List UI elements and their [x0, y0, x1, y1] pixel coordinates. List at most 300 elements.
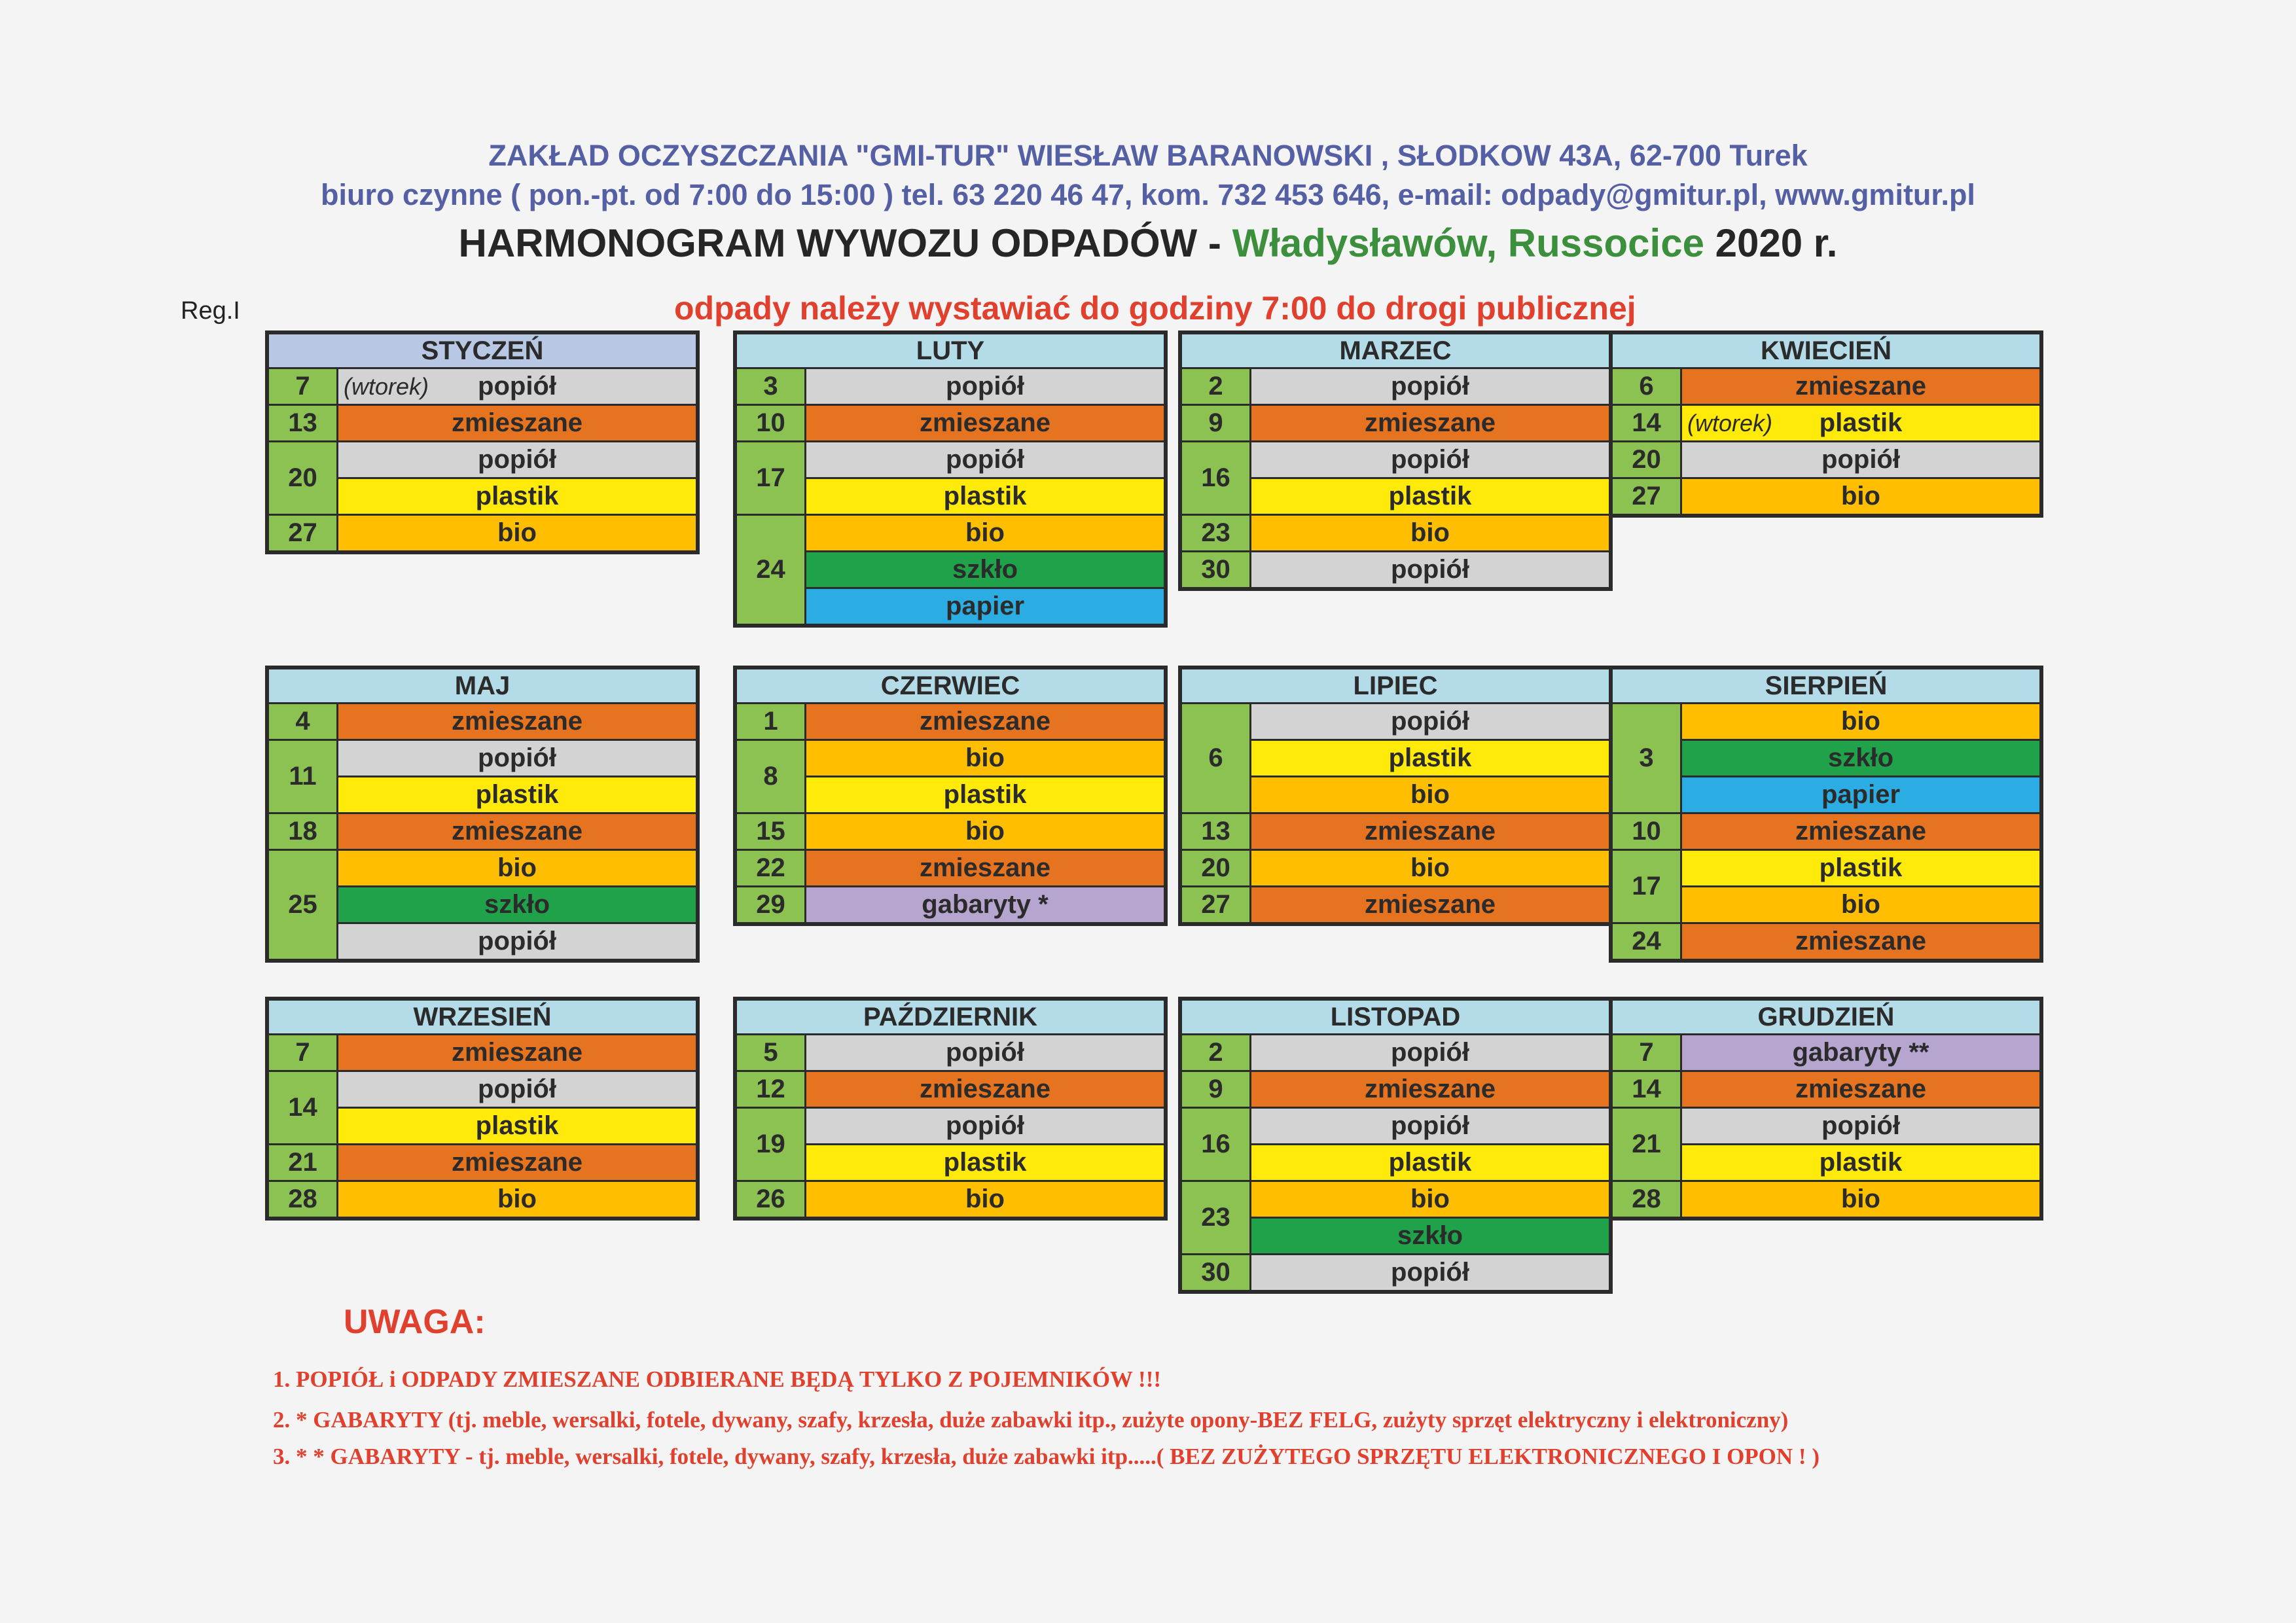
waste-type-popiol [338, 922, 696, 959]
weekday-note: (wtorek) [344, 373, 429, 400]
title-main: HARMONOGRAM WYWOZU ODPADÓW - [458, 221, 1232, 265]
month-table [1609, 330, 2043, 518]
collection-day-row [269, 1180, 696, 1217]
day-number: 3 [1613, 704, 1682, 812]
waste-type-label: zmieszane [451, 1148, 583, 1177]
waste-type-zmieszane [806, 406, 1164, 440]
day-number: 21 [269, 1145, 338, 1180]
waste-type-label: zmieszane [919, 853, 1051, 882]
waste-type-label: bio [1841, 707, 1880, 736]
waste-type-label: szkło [1397, 1221, 1463, 1250]
collection-day-row [269, 1143, 696, 1180]
month-table [733, 330, 1168, 628]
waste-type-list [1251, 1072, 1609, 1107]
collection-day-row [737, 739, 1164, 812]
waste-type-list [1682, 1182, 2039, 1217]
waste-type-list [338, 814, 696, 849]
waste-type-zmieszane [1251, 1072, 1609, 1107]
waste-type-zmieszane [1251, 814, 1609, 849]
waste-type-label: bio [965, 1185, 1005, 1213]
month-name: CZERWIEC [737, 669, 1164, 704]
waste-type-plastik [1682, 406, 2039, 440]
waste-type-szklo [1251, 1217, 1609, 1253]
collection-day-row [737, 1180, 1164, 1217]
collection-day-row [1182, 704, 1609, 812]
waste-type-popiol [1251, 369, 1609, 404]
waste-type-label: popiół [478, 743, 556, 772]
waste-type-bio [1251, 851, 1609, 885]
month-table [1609, 666, 2043, 963]
day-number: 9 [1182, 406, 1251, 440]
collection-day-row [737, 440, 1164, 514]
waste-type-bio [1682, 479, 2039, 514]
day-number: 16 [1182, 442, 1251, 514]
collection-day-row [1182, 812, 1609, 849]
waste-type-zmieszane [806, 1072, 1164, 1107]
waste-type-label: papier [945, 592, 1025, 620]
waste-type-label: popiół [946, 372, 1024, 401]
waste-type-label: popiół [1391, 1111, 1469, 1140]
day-number: 8 [737, 741, 806, 812]
waste-type-zmieszane [1682, 1072, 2039, 1107]
day-number: 23 [1182, 516, 1251, 550]
waste-type-label: popiół [478, 1075, 556, 1103]
waste-type-list [806, 1035, 1164, 1070]
waste-type-bio [1682, 885, 2039, 922]
waste-type-list [338, 1072, 696, 1143]
collection-day-row [1182, 1070, 1609, 1107]
waste-type-label: bio [497, 853, 537, 882]
day-number: 6 [1182, 704, 1251, 812]
waste-type-label: zmieszane [1364, 408, 1496, 437]
day-number: 7 [269, 369, 338, 404]
collection-day-row [737, 404, 1164, 440]
waste-type-plastik [806, 1143, 1164, 1180]
waste-type-plastik [1251, 477, 1609, 514]
day-number: 28 [1613, 1182, 1682, 1217]
waste-type-zmieszane [1682, 814, 2039, 849]
day-number: 9 [1182, 1072, 1251, 1107]
waste-type-list [338, 1145, 696, 1180]
waste-type-label: gabaryty ** [1792, 1038, 1929, 1067]
waste-type-label: bio [965, 817, 1005, 846]
waste-type-list [338, 369, 696, 404]
day-number: 28 [269, 1182, 338, 1217]
day-number: 13 [269, 406, 338, 440]
day-number: 20 [1182, 851, 1251, 885]
waste-type-plastik [806, 477, 1164, 514]
waste-type-popiol [1251, 1255, 1609, 1290]
waste-type-plastik [338, 1107, 696, 1143]
waste-type-label: plastik [1388, 482, 1472, 510]
region-label: Reg.I [181, 297, 240, 325]
collection-day-row [269, 369, 696, 404]
waste-type-label: popiół [1391, 372, 1469, 401]
day-number: 14 [269, 1072, 338, 1143]
waste-type-zmieszane [338, 1145, 696, 1180]
month-name: LIPIEC [1182, 669, 1609, 704]
waste-type-list [1251, 406, 1609, 440]
waste-type-label: szkło [1827, 743, 1894, 772]
waste-type-label: bio [1410, 1185, 1450, 1213]
waste-type-label: plastik [1819, 408, 1903, 437]
day-number: 3 [737, 369, 806, 404]
waste-type-label: zmieszane [451, 817, 583, 846]
collection-day-row [269, 812, 696, 849]
waste-type-bio [338, 1182, 696, 1217]
waste-type-popiol [338, 442, 696, 477]
waste-type-zmieszane [806, 704, 1164, 739]
month-table [265, 330, 700, 554]
waste-type-label: zmieszane [919, 1075, 1051, 1103]
waste-type-label: plastik [943, 780, 1027, 809]
day-number: 20 [269, 442, 338, 514]
waste-type-label: popiół [946, 1111, 1024, 1140]
collection-day-row [269, 514, 696, 550]
waste-type-bio [1682, 704, 2039, 739]
waste-type-label: popiół [1391, 445, 1469, 474]
day-number: 5 [737, 1035, 806, 1070]
collection-day-row [1613, 440, 2039, 477]
collection-day-row [1613, 922, 2039, 959]
waste-type-label: szkło [952, 555, 1018, 584]
waste-type-plastik [1251, 739, 1609, 776]
waste-type-bio [1251, 776, 1609, 812]
waste-type-zmieszane [338, 406, 696, 440]
waste-type-list [806, 516, 1164, 624]
month-table [733, 666, 1168, 926]
waste-type-label: bio [1841, 1185, 1880, 1213]
waste-type-label: bio [1410, 518, 1450, 547]
waste-type-label: zmieszane [1795, 927, 1927, 955]
month-name: MARZEC [1182, 334, 1609, 369]
waste-type-list [806, 1182, 1164, 1217]
waste-type-list [1251, 814, 1609, 849]
day-number: 20 [1613, 442, 1682, 477]
day-number: 30 [1182, 552, 1251, 587]
month-table [733, 997, 1168, 1221]
month-name: LISTOPAD [1182, 1001, 1609, 1035]
waste-type-zmieszane [1251, 887, 1609, 922]
waste-type-list [1682, 479, 2039, 514]
month-name: STYCZEŃ [269, 334, 696, 369]
waste-type-popiol [1251, 1109, 1609, 1143]
waste-type-list [1251, 1255, 1609, 1290]
waste-type-bio [338, 851, 696, 885]
waste-type-list [806, 887, 1164, 922]
waste-type-list [806, 814, 1164, 849]
waste-type-label: zmieszane [919, 707, 1051, 736]
waste-type-label: popiół [478, 445, 556, 474]
collection-day-row [1182, 885, 1609, 922]
waste-type-label: zmieszane [451, 1038, 583, 1067]
collection-day-row [1613, 369, 2039, 404]
month-table [1178, 997, 1613, 1294]
weekday-note: (wtorek) [1687, 410, 1773, 437]
collection-day-row [1182, 440, 1609, 514]
waste-type-label: popiół [1391, 555, 1469, 584]
waste-type-popiol [1682, 442, 2039, 477]
day-number: 18 [269, 814, 338, 849]
collection-day-row [1613, 704, 2039, 812]
waste-type-label: plastik [475, 780, 559, 809]
waste-type-bio [806, 1182, 1164, 1217]
waste-type-list [1251, 1182, 1609, 1253]
collection-day-row [737, 885, 1164, 922]
waste-type-list [1682, 814, 2039, 849]
day-number: 17 [1613, 851, 1682, 922]
waste-type-label: zmieszane [1795, 372, 1927, 401]
waste-type-list [338, 741, 696, 812]
day-number: 7 [269, 1035, 338, 1070]
day-number: 27 [1182, 887, 1251, 922]
waste-type-bio [1251, 516, 1609, 550]
waste-type-label: popiół [478, 372, 556, 401]
waste-type-list [1682, 1109, 2039, 1180]
waste-type-label: zmieszane [1364, 890, 1496, 919]
day-number: 1 [737, 704, 806, 739]
waste-type-list [1251, 369, 1609, 404]
waste-type-szklo [806, 550, 1164, 587]
collection-day-row [269, 1070, 696, 1143]
collection-day-row [737, 1070, 1164, 1107]
waste-type-plastik [1251, 1143, 1609, 1180]
day-number: 30 [1182, 1255, 1251, 1290]
day-number: 10 [1613, 814, 1682, 849]
day-number: 17 [737, 442, 806, 514]
waste-type-label: papier [1821, 780, 1901, 809]
waste-type-list [1682, 1035, 2039, 1070]
collection-day-row [737, 369, 1164, 404]
month-name: KWIECIEŃ [1613, 334, 2039, 369]
waste-type-list [1251, 516, 1609, 550]
collection-day-row [737, 849, 1164, 885]
waste-type-list [806, 369, 1164, 404]
waste-type-popiol [1682, 1109, 2039, 1143]
day-number: 12 [737, 1072, 806, 1107]
waste-type-list [1682, 369, 2039, 404]
day-number: 2 [1182, 369, 1251, 404]
waste-type-label: zmieszane [919, 408, 1051, 437]
waste-type-label: plastik [475, 482, 559, 510]
waste-type-label: popiół [1821, 1111, 1900, 1140]
waste-type-zmieszane [1682, 924, 2039, 959]
waste-type-list [806, 1109, 1164, 1180]
waste-type-label: plastik [943, 1148, 1027, 1177]
waste-type-popiol [338, 369, 696, 404]
day-number: 13 [1182, 814, 1251, 849]
waste-type-list [338, 406, 696, 440]
waste-type-szklo [338, 885, 696, 922]
collection-day-row [1182, 1253, 1609, 1290]
collection-day-row [1182, 514, 1609, 550]
collection-day-row [269, 404, 696, 440]
day-number: 24 [1613, 924, 1682, 959]
waste-type-plastik [1682, 1143, 2039, 1180]
waste-type-zmieszane [338, 814, 696, 849]
month-name: MAJ [269, 669, 696, 704]
collection-day-row [1182, 849, 1609, 885]
day-number: 27 [1613, 479, 1682, 514]
collection-day-row [1613, 1035, 2039, 1070]
collection-day-row [1613, 1107, 2039, 1180]
waste-type-szklo [1682, 739, 2039, 776]
waste-type-label: popiół [1821, 445, 1900, 474]
waste-type-list [1251, 442, 1609, 514]
collection-day-row [1182, 404, 1609, 440]
waste-type-list [1682, 924, 2039, 959]
collection-day-row [1182, 1107, 1609, 1180]
waste-type-list [806, 704, 1164, 739]
collection-day-row [1613, 1070, 2039, 1107]
waste-type-popiol [1251, 442, 1609, 477]
waste-type-plastik [338, 477, 696, 514]
uwaga-heading: UWAGA: [344, 1303, 486, 1341]
waste-type-label: plastik [1388, 743, 1472, 772]
day-number: 15 [737, 814, 806, 849]
waste-type-label: plastik [1388, 1148, 1472, 1177]
waste-type-label: zmieszane [1364, 817, 1496, 846]
collection-day-row [1182, 1035, 1609, 1070]
waste-type-label: plastik [475, 1111, 559, 1140]
day-number: 10 [737, 406, 806, 440]
waste-type-plastik [806, 776, 1164, 812]
waste-type-list [1682, 704, 2039, 812]
day-number: 6 [1613, 369, 1682, 404]
waste-type-bio [806, 741, 1164, 776]
waste-type-zmieszane [338, 1035, 696, 1070]
month-name: SIERPIEŃ [1613, 669, 2039, 704]
waste-type-popiol [806, 1035, 1164, 1070]
waste-type-popiol [338, 1072, 696, 1107]
collection-day-row [737, 1035, 1164, 1070]
waste-type-label: popiół [946, 1038, 1024, 1067]
office-hours-contact: biuro czynne ( pon.-pt. od 7:00 do 15:00 ) tel. 63 220 46 47, kom. 732 453 646, e-mail: odpady@gmitur.pl, www.gmitur.pl [321, 178, 1975, 211]
waste-type-label: plastik [1819, 1148, 1903, 1177]
waste-type-papier [806, 587, 1164, 624]
day-number: 2 [1182, 1035, 1251, 1070]
month-name: GRUDZIEŃ [1613, 1001, 2039, 1035]
waste-type-list [1251, 1109, 1609, 1180]
waste-type-label: szkło [484, 890, 550, 919]
waste-type-popiol [806, 442, 1164, 477]
footnote-1: 1. POPIÓŁ i ODPADY ZMIESZANE ODBIERANE BĘDĄ TYLKO Z POJEMNIKÓW !!! [273, 1366, 1162, 1392]
waste-type-label: popiół [478, 927, 556, 955]
day-number: 21 [1613, 1109, 1682, 1180]
day-number: 16 [1182, 1109, 1251, 1180]
waste-type-bio [338, 516, 696, 550]
day-number: 19 [737, 1109, 806, 1180]
waste-type-list [338, 851, 696, 959]
day-number: 7 [1613, 1035, 1682, 1070]
waste-type-label: bio [965, 743, 1005, 772]
waste-type-popiol [338, 741, 696, 776]
waste-type-plastik [1682, 851, 2039, 885]
collection-day-row [269, 704, 696, 739]
waste-type-list [338, 1182, 696, 1217]
waste-type-zmieszane [806, 851, 1164, 885]
waste-type-list [806, 741, 1164, 812]
waste-type-popiol [1251, 1035, 1609, 1070]
waste-type-label: bio [497, 518, 537, 547]
waste-type-popiol [806, 369, 1164, 404]
waste-type-bio [1682, 1182, 2039, 1217]
collection-day-row [737, 1107, 1164, 1180]
waste-type-label: plastik [943, 482, 1027, 510]
waste-type-list [1251, 1035, 1609, 1070]
day-number: 25 [269, 851, 338, 959]
waste-type-list [1251, 704, 1609, 812]
waste-type-gabaryty [1682, 1035, 2039, 1070]
month-name: LUTY [737, 334, 1164, 369]
collection-day-row [1613, 1180, 2039, 1217]
page-title [0, 221, 2296, 266]
waste-type-label: gabaryty * [922, 890, 1049, 919]
day-number: 14 [1613, 1072, 1682, 1107]
waste-type-list [1682, 1072, 2039, 1107]
waste-type-list [806, 406, 1164, 440]
waste-type-label: zmieszane [451, 707, 583, 736]
collection-day-row [1613, 404, 2039, 440]
waste-type-papier [1682, 776, 2039, 812]
collection-day-row [1613, 812, 2039, 849]
waste-type-list [806, 851, 1164, 885]
company-name: ZAKŁAD OCZYSZCZANIA "GMI-TUR" WIESŁAW BARANOWSKI , SŁODKOW 43A, 62-700 Turek [488, 139, 1808, 172]
waste-type-list [806, 1072, 1164, 1107]
waste-type-label: zmieszane [1795, 817, 1927, 846]
waste-type-zmieszane [338, 704, 696, 739]
waste-type-label: bio [1410, 780, 1450, 809]
waste-type-list [1251, 887, 1609, 922]
waste-type-label: plastik [1819, 853, 1903, 882]
collection-day-row [1182, 1180, 1609, 1253]
collection-day-row [737, 704, 1164, 739]
waste-type-list [338, 704, 696, 739]
day-number: 26 [737, 1182, 806, 1217]
month-table [1178, 330, 1613, 591]
day-number: 14 [1613, 406, 1682, 440]
waste-type-bio [806, 516, 1164, 550]
waste-type-list [338, 1035, 696, 1070]
collection-day-row [1182, 369, 1609, 404]
day-number: 23 [1182, 1182, 1251, 1253]
waste-type-list [1682, 442, 2039, 477]
waste-type-label: zmieszane [1795, 1075, 1927, 1103]
footnote-3: 3. * * GABARYTY - tj. meble, wersalki, fotele, dywany, szafy, krzesła, duże zabawki itp.....( BEZ ZUŻYTEGO SPRZĘTU ELEKTRONICZNEGO I OPON ! ) [273, 1444, 1820, 1469]
title-year: 2020 r. [1704, 221, 1838, 265]
day-number: 11 [269, 741, 338, 812]
day-number: 29 [737, 887, 806, 922]
title-location: Władysławów, Russocice [1232, 221, 1704, 265]
waste-type-list [806, 442, 1164, 514]
collection-time-notice: odpady należy wystawiać do godziny 7:00 do drogi publicznej [674, 290, 1636, 327]
waste-type-zmieszane [1251, 406, 1609, 440]
waste-type-label: bio [497, 1185, 537, 1213]
collection-day-row [1613, 849, 2039, 922]
waste-type-label: popiół [946, 445, 1024, 474]
waste-type-popiol [806, 1109, 1164, 1143]
collection-day-row [1613, 477, 2039, 514]
month-name: PAŹDZIERNIK [737, 1001, 1164, 1035]
collection-day-row [737, 514, 1164, 624]
waste-type-label: popiół [1391, 707, 1469, 736]
waste-type-bio [1251, 1182, 1609, 1217]
day-number: 27 [269, 516, 338, 550]
collection-day-row [269, 440, 696, 514]
waste-type-label: zmieszane [451, 408, 583, 437]
waste-type-label: bio [1841, 890, 1880, 919]
waste-type-label: bio [1841, 482, 1880, 510]
